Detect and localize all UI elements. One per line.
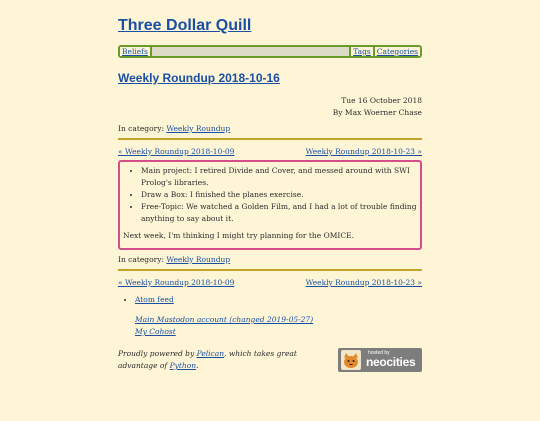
neocities-cat-icon xyxy=(341,350,361,370)
nav-tags-link[interactable]: Tags xyxy=(353,47,371,56)
article-pager-top xyxy=(118,146,422,157)
page xyxy=(118,16,422,372)
neocities-badge[interactable] xyxy=(338,348,422,372)
category-label: In category: xyxy=(118,124,164,133)
powered-suffix: . xyxy=(196,361,199,370)
article-byline: By Max Woerner Chase xyxy=(332,108,422,117)
top-nav xyxy=(118,45,422,58)
category-link[interactable]: Weekly Roundup xyxy=(166,124,231,133)
powered-prefix: Proudly powered by xyxy=(118,349,197,358)
nav-spacer xyxy=(152,47,349,56)
list-item: • Free-Topic: We watched a Golden Film, and I had a lot of trouble finding anything to say about it. xyxy=(141,201,417,225)
article-pager-bottom xyxy=(118,277,422,288)
prev-article-link[interactable]: « Weekly Roundup 2018-10-09 xyxy=(118,147,235,156)
pelican-link[interactable]: Pelican xyxy=(196,349,225,358)
nav-beliefs-link[interactable]: Beliefs xyxy=(122,47,148,56)
list-item: • Draw a Box: I finished the planes exercise. xyxy=(141,189,417,201)
powered-middle: , which takes great advantage of xyxy=(118,349,297,370)
social-links xyxy=(118,314,422,338)
site-title-link[interactable]: Three Dollar Quill xyxy=(118,17,252,34)
article-date: Tue 16 October 2018 xyxy=(341,96,422,105)
divider-rule xyxy=(118,269,422,271)
feed-list xyxy=(118,294,422,306)
powered-by-text xyxy=(118,348,338,372)
category-line-bottom xyxy=(118,254,422,265)
badge-brand-text: neocities xyxy=(366,355,416,369)
article-content xyxy=(118,160,422,250)
list-item: • Main project: I retired Divide and Cover, and messed around with SWI Prolog's libraries. xyxy=(141,165,417,189)
nav-categories-link[interactable]: Categories xyxy=(376,47,418,56)
badge-hosted-text: hosted by xyxy=(368,350,390,356)
category-line xyxy=(118,123,422,134)
python-link[interactable]: Python xyxy=(169,361,197,370)
closing-paragraph: Next week, I'm thinking I might try planning for the OMICE. xyxy=(123,231,354,240)
mastodon-link[interactable]: Main Mastodon account (changed 2019-05-27) xyxy=(135,315,314,324)
next-article-link[interactable]: Weekly Roundup 2018-10-23 » xyxy=(305,278,422,287)
category-link[interactable]: Weekly Roundup xyxy=(166,255,231,264)
article-title-link[interactable]: Weekly Roundup 2018-10-16 xyxy=(118,71,280,85)
atom-feed-link[interactable]: Atom feed xyxy=(135,295,174,304)
divider-rule xyxy=(118,138,422,140)
list-item xyxy=(135,294,422,306)
prev-article-link[interactable]: « Weekly Roundup 2018-10-09 xyxy=(118,278,235,287)
next-article-link[interactable]: Weekly Roundup 2018-10-23 » xyxy=(305,147,422,156)
category-label: In category: xyxy=(118,255,164,264)
roundup-list xyxy=(123,165,417,225)
cohost-link[interactable]: My Cohost xyxy=(135,327,176,336)
